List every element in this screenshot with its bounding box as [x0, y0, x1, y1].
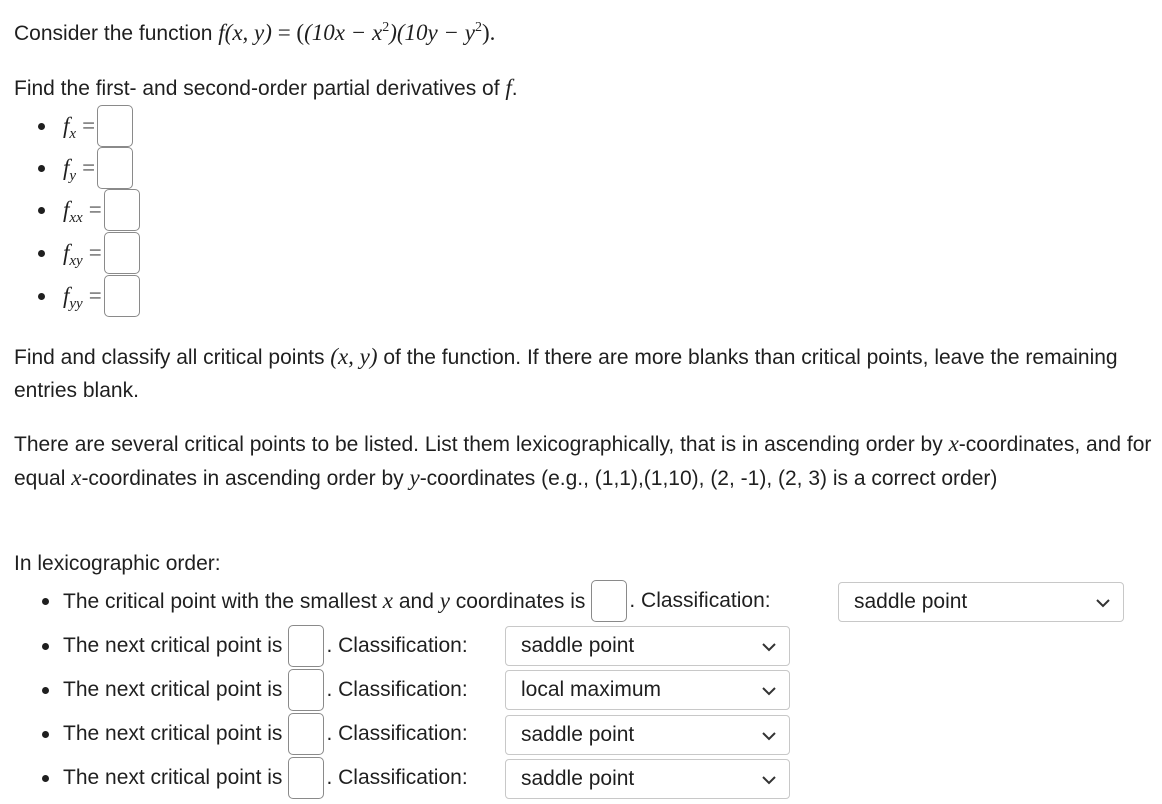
- critical-point-1-input[interactable]: [591, 580, 627, 622]
- classification-label: . Classification:: [326, 634, 468, 657]
- fyy-answer-input[interactable]: [104, 275, 140, 317]
- fy-answer-input[interactable]: [97, 147, 133, 189]
- order-heading: In lexicographic order:: [14, 552, 221, 575]
- critical-point-row-2: [42, 625, 468, 667]
- chevron-down-icon: [761, 772, 777, 788]
- classification-select-3[interactable]: local maximum: [505, 670, 790, 710]
- intro-text: Consider the function: [14, 22, 219, 45]
- bullet-dot: [38, 165, 45, 172]
- bullet-dot: [38, 123, 45, 130]
- derivative-fxy: $f_{xy}$ =: [38, 232, 140, 274]
- classification-select-2[interactable]: saddle point: [505, 626, 790, 666]
- critical-point-row-4: [42, 713, 468, 755]
- fxy-answer-input[interactable]: [104, 232, 140, 274]
- function-formula: f(x, $y) = ((10x - x^2)(10y - y^2)$.: [218, 20, 496, 45]
- bullet-dot: [42, 687, 49, 694]
- critical-point-row-1: [42, 580, 771, 622]
- classification-select-4[interactable]: saddle point: [505, 715, 790, 755]
- derivative-label: $f_{xy}$: [63, 240, 83, 269]
- classification-label: . Classification:: [326, 766, 468, 789]
- classification-select-5[interactable]: saddle point: [505, 759, 790, 799]
- derivative-label: $f_y$: [63, 155, 77, 184]
- derivative-fyy: $f_{yy}$ =: [38, 275, 140, 317]
- derivative-label: $f_x$: [63, 113, 77, 142]
- fx-answer-input[interactable]: [97, 105, 133, 147]
- bullet-dot: [38, 293, 45, 300]
- classification-label: . Classification:: [326, 678, 468, 701]
- derivative-fx: $f_x$ =: [38, 105, 133, 147]
- chevron-down-icon: [761, 683, 777, 699]
- bullet-dot: [42, 731, 49, 738]
- critical-point-5-input[interactable]: [288, 757, 324, 799]
- bullet-dot: [42, 598, 49, 605]
- row-label: The next critical point is: [63, 722, 283, 745]
- row-label: The next critical point is: [63, 678, 283, 701]
- function-statement: [14, 16, 495, 50]
- derivative-label: $f_{xx}$: [63, 197, 83, 226]
- row-label: The next critical point is: [63, 634, 283, 657]
- critical-point-2-input[interactable]: [288, 625, 324, 667]
- ordering-instructions: There are several critical points to be listed. List them lexicographically, that is in ascending order by x-coordinates, and for equal x-coordinates in ascending order by y-coordinates (e.g., (1,1),(1,10), (2, -1), (2, 3) is a correct order): [14, 431, 1152, 490]
- derivative-fy: $f_y$ =: [38, 147, 133, 189]
- chevron-down-icon: [761, 728, 777, 744]
- critical-point-4-input[interactable]: [288, 713, 324, 755]
- row-label: The critical point with the smallest x and y coordinates is: [63, 588, 586, 613]
- chevron-down-icon: [761, 639, 777, 655]
- critical-point-row-3: [42, 669, 468, 711]
- derivatives-prompt: Find the first- and second-order partial derivatives of f.: [14, 75, 518, 100]
- bullet-dot: [42, 643, 49, 650]
- fxx-answer-input[interactable]: [104, 189, 140, 231]
- classification-label: . Classification:: [326, 722, 468, 745]
- bullet-dot: [42, 775, 49, 782]
- chevron-down-icon: [1095, 595, 1111, 611]
- bullet-dot: [38, 250, 45, 257]
- critical-point-3-input[interactable]: [288, 669, 324, 711]
- critical-point-row-5: [42, 757, 468, 799]
- bullet-dot: [38, 207, 45, 214]
- classification-select-1[interactable]: saddle point: [838, 582, 1124, 622]
- derivative-fxx: $f_{xx}$ =: [38, 189, 140, 231]
- derivative-label: $f_{yy}$: [63, 283, 83, 312]
- critical-points-instructions: Find and classify all critical points (x, y) of the function. If there are more blanks than critical points, leave the remaining entries blank.: [14, 344, 1118, 402]
- classification-label: . Classification:: [629, 589, 771, 612]
- row-label: The next critical point is: [63, 766, 283, 789]
